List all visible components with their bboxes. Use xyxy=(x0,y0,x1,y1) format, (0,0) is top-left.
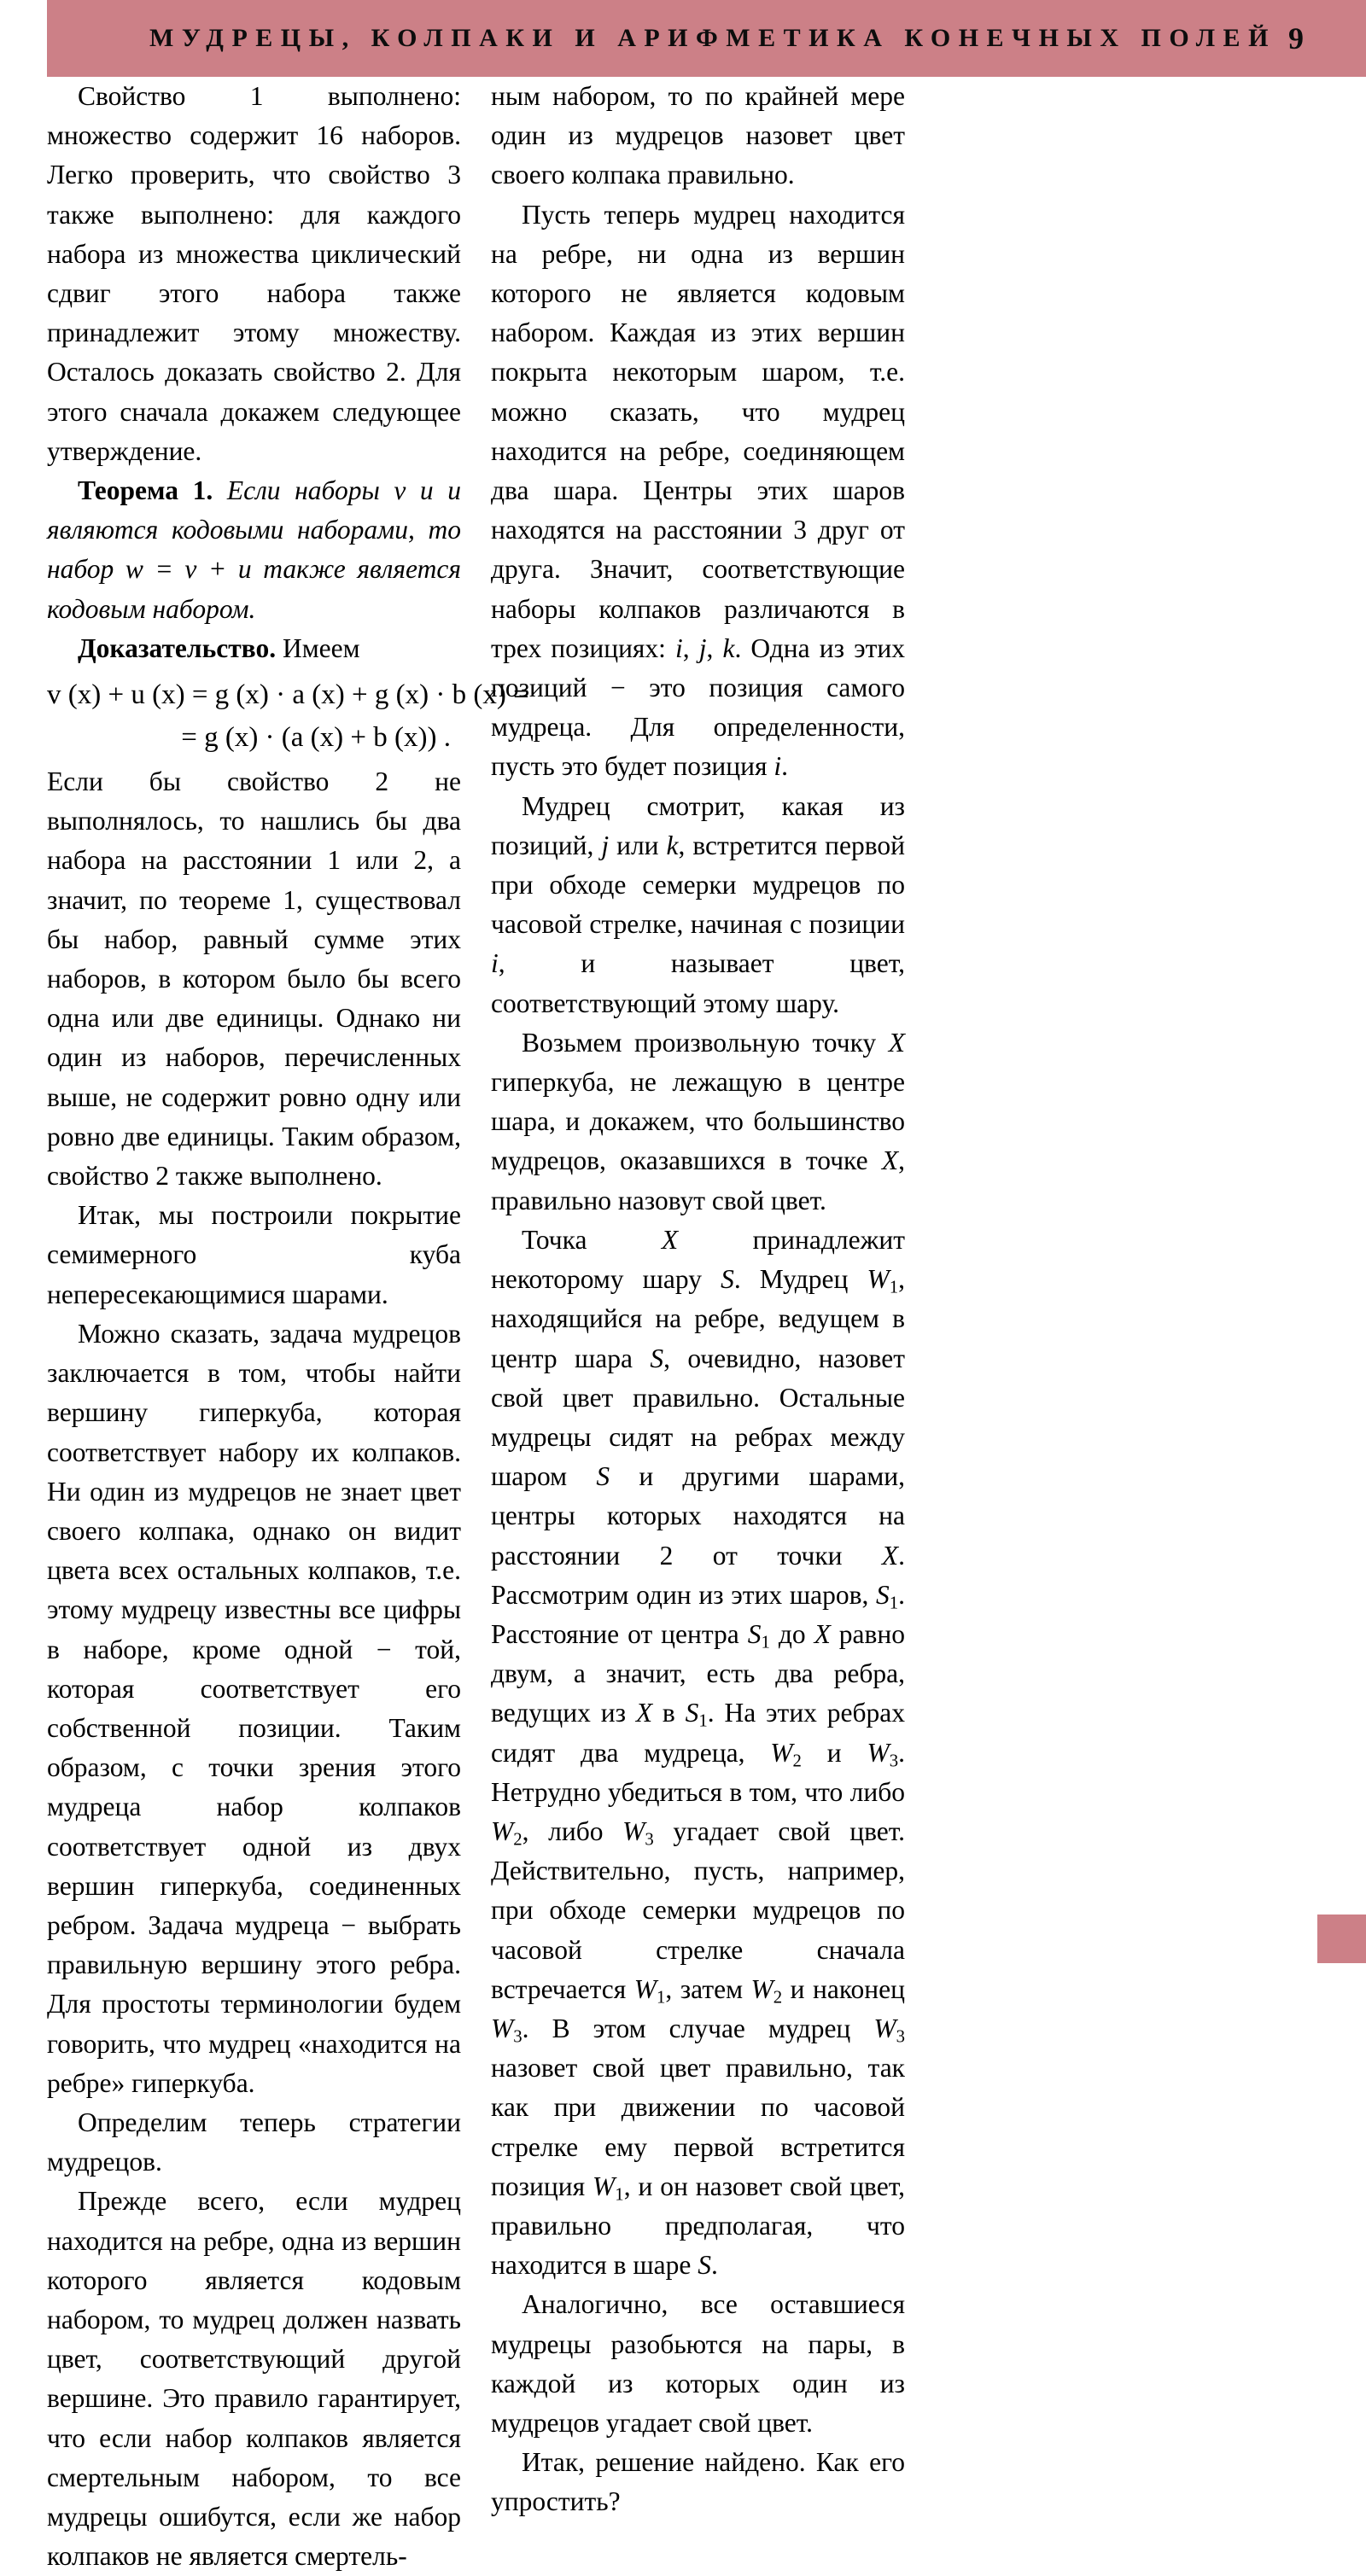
paragraph xyxy=(491,787,905,1023)
math-var-subscript: 1 xyxy=(615,2184,624,2205)
math-var-subscript: 1 xyxy=(889,1593,899,1613)
text-run: и xyxy=(801,1737,867,1768)
math-var-X: X xyxy=(881,1540,899,1571)
corner-mark xyxy=(1317,1915,1366,1963)
math-var-subscript: 1 xyxy=(889,1277,899,1297)
equation-line-1: v (x) + u (x) = g (x) · a (x) + g (x) · b (x) = xyxy=(47,679,529,711)
math-var-S1 xyxy=(747,1618,770,1652)
text-run: . xyxy=(710,2250,718,2281)
text-run: или xyxy=(609,830,667,860)
proof-label: Доказательство. xyxy=(78,632,277,663)
math-var-S: S xyxy=(596,1461,610,1492)
math-var-base: W xyxy=(622,1815,645,1846)
math-var-subscript: 3 xyxy=(513,2026,522,2047)
theorem-block xyxy=(47,471,461,629)
math-var-W3 xyxy=(491,2013,522,2047)
text-run: , очевидно, назовет свой цвет правильно. Остальные мудрецы сидят на ребрах между шаром xyxy=(491,1343,905,1492)
text-run: Пусть теперь мудрец находится на ребре, ни одна из вершин которого не является кодовым набором. Каждая из этих вершин покрыта некоторым шаром, т.е. можно сказать, что мудрец находится на ребре, соединяющем два шара. Центры этих шаров находятся на расстоянии 3 друг от друга. Значит, соответствующие наборы колпаков различаются в трех позициях: xyxy=(491,199,905,663)
text-run: , xyxy=(706,632,723,663)
proof-block xyxy=(47,629,461,668)
math-var-W3 xyxy=(873,2013,905,2047)
paragraph: Итак, решение найдено. Как его упростить? xyxy=(491,2447,905,2517)
math-var-base: W xyxy=(867,1264,890,1295)
text-run: угадает свой цвет. Действительно, пусть, например, при обходе семерки мудрецов по часовой стрелке сначала встречается xyxy=(491,1815,906,2004)
paragraph: Свойство 1 выполнено: множество содержит 16 наборов. Легко проверить, что свойство 3 также выполнено: для каждого набора из множества циклический сдвиг этого набора также принадлежит этому множеству. Осталось доказать свойство 2. Для этого сначала докажем следующее утверждение. xyxy=(47,81,461,466)
display-equation xyxy=(47,673,529,759)
text-run: и наконец xyxy=(782,1973,905,2004)
math-var-j: j xyxy=(601,830,610,860)
text-run: до xyxy=(769,1618,814,1649)
paragraph: Если бы свойство 2 не выполнялось, то нашлись бы два набора на расстоянии 1 или 2, а значит, по теореме 1, существовал бы набор, равный сумме этих наборов, в котором было бы всего одна или две единицы. Однако ни один из наборов, перечисленных выше, не содержит ровно одну или ровно две единицы. Таким образом, свойство 2 также выполнено. xyxy=(47,766,461,1192)
running-head-title: МУДРЕЦЫ, КОЛПАКИ И АРИФМЕТИКА КОНЕЧНЫХ ПОЛЕЙ xyxy=(149,24,1276,52)
page-body xyxy=(0,77,1366,2572)
text-run: Точка xyxy=(522,1224,662,1255)
math-var-base: W xyxy=(770,1737,793,1768)
text-run: , xyxy=(682,632,699,663)
text-run: , находящийся на ребре, ведущем в центр шара xyxy=(491,1264,906,1373)
math-var-X: X xyxy=(635,1698,653,1728)
math-var-subscript: 3 xyxy=(645,1829,654,1850)
math-var-base: S xyxy=(747,1618,762,1649)
math-var-S1 xyxy=(875,1579,899,1613)
math-var-W2 xyxy=(770,1738,802,1768)
math-var-W2 xyxy=(750,1973,783,2008)
text-run: Мудрец смотрит, какая из позиций, xyxy=(491,790,905,860)
math-var-base: W xyxy=(750,1973,773,2004)
math-var-i: i xyxy=(773,751,782,782)
math-var-base: S xyxy=(875,1579,890,1610)
text-run: . В этом случае мудрец xyxy=(522,2013,874,2043)
math-var-subscript: 3 xyxy=(889,1750,899,1770)
text-run: . Рассмотрим один из этих шаров, xyxy=(491,1540,905,1610)
paragraph xyxy=(491,195,905,787)
math-var-subscript: 1 xyxy=(698,1711,708,1731)
math-var-base: W xyxy=(873,2013,896,2043)
math-var-X: X xyxy=(881,1145,899,1176)
text-run: , встретится первой при обходе семерки мудрецов по часовой стрелке, начиная с позиции xyxy=(491,830,905,940)
math-var-base: W xyxy=(491,1815,514,1846)
running-head xyxy=(47,0,1366,77)
math-var-j: j xyxy=(698,632,707,663)
paragraph: Прежде всего, если мудрец находится на ребре, одна из вершин которого является кодовым набором, то мудрец должен назвать цвет, соответствующий другой вершине. Это правило гарантирует, что если набор колпаков является смертельным набором, то все мудрецы ошибутся, если же набор колпаков не является смертель- xyxy=(47,2186,461,2572)
text-run: , затем xyxy=(665,1973,751,2004)
math-var-W3 xyxy=(867,1738,898,1768)
equation-line-2: = g (x) · (a (x) + b (x)) . xyxy=(181,722,451,754)
math-var-base: W xyxy=(633,1973,657,2004)
paragraph xyxy=(491,1023,905,1221)
paragraph: Можно сказать, задача мудрецов заключается в том, чтобы найти вершину гиперкуба, которая соответствует набору их колпаков. Ни один из мудрецов не знает цвет своего колпака, однако он видит цвета всех остальных колпаков, т.е. этому мудрецу известны все цифры в наборе, кроме одной − той, которая соответствует его собственной позиции. Таким образом, с точки зрения этого мудреца набор колпаков соответствует одной из двух вершин гиперкуба, соединенных ребром. Задача мудреца − выбрать правильную вершину этого ребра. Для простоты терминологии будем говорить, что мудрец «находится на ребре» гиперкуба. xyxy=(47,1318,461,2098)
math-var-subscript: 2 xyxy=(773,1987,783,2008)
theorem-statement: Если наборы v и u являются кодовыми наборами, то набор w = v + u также является кодовым набором. xyxy=(47,475,462,624)
paragraph xyxy=(491,1221,905,2285)
paragraph: Итак, мы построили покрытие семимерного куба непересекающимися шарами. xyxy=(47,1200,461,1309)
text-run: . На этих ребрах сидят два мудреца, xyxy=(491,1698,905,1768)
math-var-subscript: 3 xyxy=(896,2026,905,2047)
math-var-subscript: 2 xyxy=(513,1829,522,1850)
math-var-subscript: 1 xyxy=(761,1632,770,1652)
text-run: , правильно назовут свой цвет. xyxy=(491,1145,905,1215)
math-var-base: W xyxy=(491,2013,514,2043)
math-var-subscript: 2 xyxy=(792,1750,802,1770)
text-run: равно двум, а значит, есть два ребра, ведущих из xyxy=(491,1618,906,1728)
math-var-W1 xyxy=(593,2171,624,2205)
math-var-S: S xyxy=(721,1264,734,1295)
text-run: . Одна из этих позиций − это позиция самого мудреца. Для определенности, пусть это будет позиция xyxy=(491,632,905,782)
math-var-k: k xyxy=(666,830,679,860)
paragraph: ным набором, то по крайней мере один из мудрецов назовет цвет своего колпака правильно. xyxy=(491,81,905,190)
math-var-S: S xyxy=(650,1343,664,1373)
math-var-X: X xyxy=(888,1027,905,1058)
text-run: , либо xyxy=(522,1815,623,1846)
math-var-W3 xyxy=(622,1815,654,1850)
text-run: . Нетрудно убедиться в том, что либо xyxy=(491,1737,905,1807)
math-var-base: S xyxy=(685,1698,699,1728)
math-var-base: W xyxy=(593,2171,616,2201)
text-run: . Расстояние от центра xyxy=(491,1579,905,1649)
math-var-W1 xyxy=(867,1264,899,1297)
text-column-right xyxy=(491,77,905,2522)
math-var-W2 xyxy=(491,1815,522,1850)
text-run: . xyxy=(781,751,788,782)
math-var-i: i xyxy=(675,632,683,663)
page-number: 9 xyxy=(1288,21,1304,55)
math-var-base: W xyxy=(867,1737,890,1768)
text-run: . Мудрец xyxy=(733,1264,867,1295)
text-run: назовет свой цвет правильно, так как при движении по часовой стрелке ему первой встретится позиция xyxy=(491,2053,905,2201)
theorem-label: Теорема 1. xyxy=(78,475,213,506)
math-var-X: X xyxy=(814,1618,831,1649)
text-run: принадлежит некоторому шару xyxy=(491,1224,905,1295)
text-run: гиперкуба, не лежащую в центре шара, и докажем, что большинство мудрецов, оказавшихся в точке xyxy=(491,1067,905,1176)
text-run: и другими шарами, центры которых находятся на расстоянии 2 от точки xyxy=(491,1461,905,1571)
paragraph: Определим теперь стратегии мудрецов. xyxy=(47,2107,461,2177)
math-var-X: X xyxy=(661,1224,679,1255)
text-run: , и он назовет свой цвет, правильно предполагая, что находится в шаре xyxy=(491,2171,905,2281)
math-var-k: k xyxy=(722,632,735,663)
math-var-W1 xyxy=(633,1973,666,2008)
math-var-S: S xyxy=(698,2250,711,2281)
text-run: , и называет цвет, соответствующий этому шару. xyxy=(491,948,905,1018)
text-run: в xyxy=(652,1698,686,1728)
math-var-S1 xyxy=(685,1698,708,1731)
paragraph: Аналогично, все оставшиеся мудрецы разобьются на пары, в каждой из которых один из мудрецов угадает свой цвет. xyxy=(491,2289,905,2438)
math-var-subscript: 1 xyxy=(656,1987,666,2008)
math-var-i: i xyxy=(491,948,499,979)
proof-lead: Имеем xyxy=(276,632,360,663)
text-column-left xyxy=(47,77,529,2576)
text-run: Возьмем произвольную точку xyxy=(522,1027,889,1058)
